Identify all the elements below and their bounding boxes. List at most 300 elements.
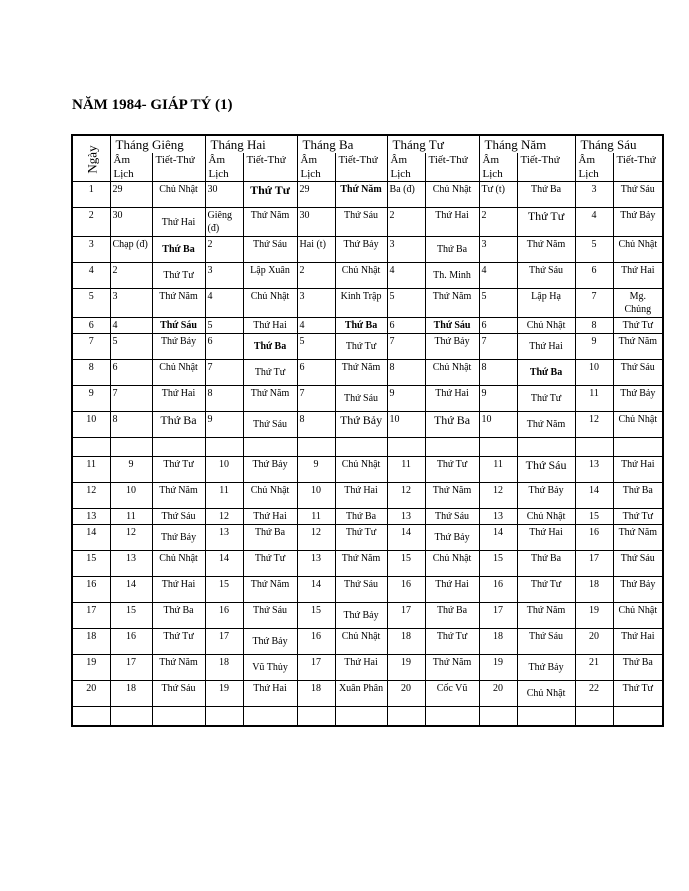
solar-term-cell: Thứ Sáu [517, 629, 575, 655]
solar-term-cell: Thứ Tư [152, 629, 205, 655]
month-header: Tháng Ba [297, 135, 387, 153]
solar-term-cell: Thứ Bảy [335, 412, 387, 438]
solar-term-cell: Thứ Sáu [613, 182, 663, 208]
table-row [72, 386, 663, 412]
solar-term-cell: Thứ Tư [425, 457, 479, 483]
solar-term-cell: Thứ Ba [243, 334, 297, 360]
lunar-date-cell: 3 [110, 289, 152, 318]
solar-term-cell: Thứ Ba [517, 551, 575, 577]
table-row [72, 509, 663, 525]
lunar-date-cell: 8 [387, 360, 425, 386]
solar-term-cell: Thứ Bảy [613, 208, 663, 237]
solar-term-cell: Thứ Tư [613, 318, 663, 334]
lunar-date-cell: 8 [205, 386, 243, 412]
table-row [72, 208, 663, 237]
table-row [72, 655, 663, 681]
lunar-date-header: Âm Lịch [575, 153, 613, 182]
lunar-date-cell: 3 [479, 237, 517, 263]
lunar-date-cell: 10 [479, 412, 517, 438]
solar-term-cell: Thứ Sáu [243, 237, 297, 263]
lunar-date-cell: 10 [110, 483, 152, 509]
day-number: 4 [72, 263, 110, 289]
solar-term-cell: Thứ Tư [613, 681, 663, 707]
lunar-date-cell: 20 [479, 681, 517, 707]
lunar-date-cell: 19 [479, 655, 517, 681]
empty-cell [297, 438, 335, 457]
lunar-date-cell: 9 [110, 457, 152, 483]
solar-term-cell: Thứ Bảy [243, 457, 297, 483]
lunar-date-cell: 17 [110, 655, 152, 681]
lunar-date-cell: 16 [575, 525, 613, 551]
solar-term-cell: Thứ Năm [613, 525, 663, 551]
solar-term-cell: Thứ Hai [243, 509, 297, 525]
solar-term-cell: Thứ Ba [613, 483, 663, 509]
solar-term-cell: Thứ Sáu [152, 318, 205, 334]
solar-term-cell: Thứ Năm [243, 577, 297, 603]
lunar-date-cell: 10 [297, 483, 335, 509]
solar-term-cell: Thứ Bảy [152, 525, 205, 551]
solar-term-cell: Thứ Tư [335, 525, 387, 551]
solar-term-cell: Thứ Hai [335, 655, 387, 681]
table-row [72, 237, 663, 263]
lunar-date-header: Âm Lịch [297, 153, 335, 182]
table-row [72, 681, 663, 707]
empty-cell [110, 438, 152, 457]
lunar-date-cell: 15 [205, 577, 243, 603]
day-number: 2 [72, 208, 110, 237]
solar-term-cell: Thứ Hai [613, 263, 663, 289]
day-number: 17 [72, 603, 110, 629]
solar-term-cell: Thứ Năm [425, 655, 479, 681]
solar-term-cell: Kinh Trập [335, 289, 387, 318]
lunar-date-header: Âm Lịch [110, 153, 152, 182]
empty-cell [152, 707, 205, 726]
lunar-date-cell: 5 [297, 334, 335, 360]
lunar-date-cell: 7 [575, 289, 613, 318]
empty-cell [243, 707, 297, 726]
solar-term-cell: Chủ Nhật [335, 263, 387, 289]
solar-term-cell: Thứ Năm [517, 237, 575, 263]
solar-term-cell: Thứ Sáu [152, 509, 205, 525]
empty-cell [613, 438, 663, 457]
lunar-date-cell: 15 [479, 551, 517, 577]
lunar-date-cell: 9 [575, 334, 613, 360]
solar-term-cell: Thứ Ba [152, 603, 205, 629]
lunar-date-cell: 2 [479, 208, 517, 237]
lunar-date-cell: 17 [297, 655, 335, 681]
day-number: 8 [72, 360, 110, 386]
table-row [72, 551, 663, 577]
solar-term-header: Tiết-Thứ [152, 153, 205, 182]
lunar-date-cell: 11 [205, 483, 243, 509]
day-number: 7 [72, 334, 110, 360]
day-number: 5 [72, 289, 110, 318]
lunar-date-cell: 10 [575, 360, 613, 386]
lunar-date-cell: 10 [205, 457, 243, 483]
table-row [72, 525, 663, 551]
lunar-date-cell: 2 [110, 263, 152, 289]
lunar-date-cell: 8 [575, 318, 613, 334]
lunar-date-cell: 16 [387, 577, 425, 603]
lunar-date-cell: 5 [575, 237, 613, 263]
lunar-date-cell: 4 [205, 289, 243, 318]
lunar-date-cell: 29 [110, 182, 152, 208]
lunar-date-cell: 16 [110, 629, 152, 655]
lunar-date-cell: 18 [205, 655, 243, 681]
lunar-date-cell: 7 [110, 386, 152, 412]
empty-cell [297, 707, 335, 726]
lunar-date-cell: 3 [575, 182, 613, 208]
empty-cell [152, 438, 205, 457]
solar-term-cell: Thứ Ba [425, 237, 479, 263]
solar-term-cell: Thứ Ba [335, 509, 387, 525]
solar-term-cell: Thứ Sáu [613, 551, 663, 577]
solar-term-cell: Thứ Năm [335, 551, 387, 577]
table-row [72, 318, 663, 334]
day-number: 6 [72, 318, 110, 334]
empty-cell [72, 438, 110, 457]
solar-term-cell: Vũ Thủy [243, 655, 297, 681]
lunar-date-cell: 9 [205, 412, 243, 438]
lunar-date-cell: 11 [297, 509, 335, 525]
lunar-date-cell: 4 [575, 208, 613, 237]
lunar-date-cell: 12 [575, 412, 613, 438]
solar-term-header: Tiết-Thứ [613, 153, 663, 182]
solar-term-header: Tiết-Thứ [335, 153, 387, 182]
empty-cell [205, 438, 243, 457]
lunar-date-cell: 20 [575, 629, 613, 655]
solar-term-cell: Thứ Ba [425, 412, 479, 438]
empty-cell [72, 707, 110, 726]
solar-term-header: Tiết-Thứ [243, 153, 297, 182]
month-header: Tháng Sáu [575, 135, 663, 153]
solar-term-cell: Thứ Bảy [152, 334, 205, 360]
day-number: 15 [72, 551, 110, 577]
lunar-date-header: Âm Lịch [387, 153, 425, 182]
solar-term-cell: Thứ Hai [243, 318, 297, 334]
lunar-date-cell: 17 [479, 603, 517, 629]
lunar-date-cell: 9 [479, 386, 517, 412]
solar-term-cell: Thứ Ba [425, 603, 479, 629]
solar-term-cell: Chủ Nhật [152, 360, 205, 386]
spacer-row [72, 707, 663, 726]
solar-term-cell: Thứ Ba [335, 318, 387, 334]
solar-term-cell: Thứ Năm [517, 412, 575, 438]
lunar-date-cell: 2 [297, 263, 335, 289]
solar-term-cell: Thứ Tư [152, 263, 205, 289]
empty-cell [517, 707, 575, 726]
empty-cell [243, 438, 297, 457]
solar-term-cell: Chủ Nhật [335, 457, 387, 483]
lunar-date-cell: 4 [297, 318, 335, 334]
solar-term-cell: Thứ Tư [425, 629, 479, 655]
lunar-date-cell: 15 [575, 509, 613, 525]
solar-term-cell: Thứ Năm [613, 334, 663, 360]
lunar-date-cell: 7 [387, 334, 425, 360]
solar-term-cell: Thứ Năm [425, 483, 479, 509]
solar-term-cell: Thứ Bảy [517, 655, 575, 681]
solar-term-cell: Chủ Nhật [335, 629, 387, 655]
lunar-date-cell: 4 [110, 318, 152, 334]
lunar-date-cell: 12 [479, 483, 517, 509]
lunar-date-cell: 30 [297, 208, 335, 237]
lunar-date-cell: 17 [205, 629, 243, 655]
lunar-date-cell: 5 [110, 334, 152, 360]
lunar-date-cell: 5 [479, 289, 517, 318]
solar-term-cell: Thứ Tư [152, 457, 205, 483]
empty-cell [517, 438, 575, 457]
solar-term-cell: Thứ Tư [243, 551, 297, 577]
solar-term-cell: Chủ Nhật [425, 360, 479, 386]
lunar-date-cell: 12 [297, 525, 335, 551]
table-row [72, 182, 663, 208]
solar-term-cell: Chủ Nhật [425, 182, 479, 208]
table-row [72, 412, 663, 438]
solar-term-cell: Lập Xuân [243, 263, 297, 289]
day-number: 13 [72, 509, 110, 525]
lunar-date-cell: 12 [205, 509, 243, 525]
lunar-date-header: Âm Lịch [205, 153, 243, 182]
day-number: 18 [72, 629, 110, 655]
solar-term-cell: Chủ Nhật [613, 412, 663, 438]
lunar-date-cell: 14 [575, 483, 613, 509]
lunar-date-header: Âm Lịch [479, 153, 517, 182]
lunar-date-cell: 15 [387, 551, 425, 577]
solar-term-cell: Thứ Bảy [425, 334, 479, 360]
empty-cell [575, 438, 613, 457]
lunar-date-cell: 8 [297, 412, 335, 438]
solar-term-cell: Chủ Nhật [243, 483, 297, 509]
lunar-date-cell: 12 [110, 525, 152, 551]
table-row [72, 629, 663, 655]
lunar-date-cell: 22 [575, 681, 613, 707]
solar-term-cell: Thứ Sáu [243, 603, 297, 629]
solar-term-cell: Thứ Hai [425, 208, 479, 237]
lunar-date-cell: 13 [387, 509, 425, 525]
lunar-date-cell: 2 [387, 208, 425, 237]
solar-term-cell: Thứ Năm [243, 386, 297, 412]
empty-cell [425, 438, 479, 457]
lunar-date-cell: 18 [479, 629, 517, 655]
solar-term-cell: Thứ Bảy [517, 483, 575, 509]
lunar-date-cell: 6 [479, 318, 517, 334]
solar-term-cell: Mg. Chủng [613, 289, 663, 318]
solar-term-cell: Thứ Ba [517, 182, 575, 208]
day-number: 12 [72, 483, 110, 509]
solar-term-cell: Thứ Năm [517, 603, 575, 629]
day-number: 19 [72, 655, 110, 681]
empty-cell [387, 438, 425, 457]
solar-term-cell: Thứ Năm [335, 182, 387, 208]
lunar-date-cell: 17 [575, 551, 613, 577]
solar-term-cell: Thứ Bảy [243, 629, 297, 655]
lunar-date-cell: 14 [297, 577, 335, 603]
empty-cell [425, 707, 479, 726]
solar-term-cell: Thứ Bảy [335, 603, 387, 629]
lunar-date-cell: 15 [110, 603, 152, 629]
solar-term-cell: Lập Hạ [517, 289, 575, 318]
solar-term-cell: Xuân Phân [335, 681, 387, 707]
table-row [72, 603, 663, 629]
lunar-date-cell: 11 [479, 457, 517, 483]
month-header: Tháng Tư [387, 135, 479, 153]
solar-term-cell: Thứ Năm [152, 655, 205, 681]
solar-term-cell: Thứ Sáu [425, 509, 479, 525]
empty-cell [479, 438, 517, 457]
table-row [72, 289, 663, 318]
table-row [72, 360, 663, 386]
solar-term-cell: Thứ Ba [243, 525, 297, 551]
day-number: 10 [72, 412, 110, 438]
solar-term-cell: Thứ Tư [517, 386, 575, 412]
day-column-header: Ngày [72, 135, 110, 182]
solar-term-cell: Thứ Hai [425, 577, 479, 603]
lunar-date-cell: 7 [297, 386, 335, 412]
solar-term-cell: Thứ Hai [152, 386, 205, 412]
lunar-date-cell: 18 [575, 577, 613, 603]
empty-cell [387, 707, 425, 726]
lunar-date-cell: 29 [297, 182, 335, 208]
solar-term-cell: Thứ Tư [517, 208, 575, 237]
lunar-date-cell: Hai (t) [297, 237, 335, 263]
solar-term-cell: Chủ Nhật [517, 509, 575, 525]
month-header: Tháng Hai [205, 135, 297, 153]
solar-term-cell: Chủ Nhật [517, 681, 575, 707]
solar-term-cell: Thứ Năm [152, 289, 205, 318]
solar-term-cell: Thứ Hai [517, 334, 575, 360]
lunar-date-cell: 5 [205, 318, 243, 334]
lunar-date-cell: 6 [387, 318, 425, 334]
day-number: 1 [72, 182, 110, 208]
lunar-date-cell: 4 [387, 263, 425, 289]
solar-term-cell: Thứ Năm [425, 289, 479, 318]
day-number: 16 [72, 577, 110, 603]
lunar-date-cell: Tư (t) [479, 182, 517, 208]
solar-term-cell: Thứ Tư [335, 334, 387, 360]
lunar-date-cell: 14 [479, 525, 517, 551]
lunar-date-cell: 6 [297, 360, 335, 386]
solar-term-cell: Thứ Sáu [243, 412, 297, 438]
calendar-table [71, 134, 664, 727]
solar-term-cell: Thứ Ba [613, 655, 663, 681]
solar-term-cell: Thứ Hai [243, 681, 297, 707]
lunar-date-cell: 12 [387, 483, 425, 509]
solar-term-cell: Thứ Bảy [425, 525, 479, 551]
solar-term-cell: Thứ Tư [613, 509, 663, 525]
lunar-date-cell: 18 [110, 681, 152, 707]
lunar-date-cell: 14 [205, 551, 243, 577]
lunar-date-cell: 20 [387, 681, 425, 707]
solar-term-cell: Thứ Tư [243, 360, 297, 386]
solar-term-cell: Cốc Vũ [425, 681, 479, 707]
lunar-date-cell: 13 [110, 551, 152, 577]
solar-term-cell: Thứ Sáu [335, 386, 387, 412]
empty-cell [613, 707, 663, 726]
table-row [72, 457, 663, 483]
solar-term-cell: Thứ Ba [152, 237, 205, 263]
lunar-date-cell: 2 [205, 237, 243, 263]
lunar-date-cell: 8 [479, 360, 517, 386]
lunar-date-cell: 19 [575, 603, 613, 629]
lunar-date-cell: 13 [297, 551, 335, 577]
lunar-date-cell: 17 [387, 603, 425, 629]
solar-term-cell: Thứ Hai [517, 525, 575, 551]
lunar-date-cell: Ba (đ) [387, 182, 425, 208]
solar-term-cell: Thứ Tư [243, 182, 297, 208]
lunar-date-cell: 3 [205, 263, 243, 289]
solar-term-cell: Thứ Sáu [613, 360, 663, 386]
solar-term-cell: Thứ Tư [517, 577, 575, 603]
solar-term-cell: Thứ Hai [152, 577, 205, 603]
lunar-date-cell: 13 [575, 457, 613, 483]
lunar-date-cell: 13 [205, 525, 243, 551]
lunar-date-cell: 30 [205, 182, 243, 208]
table-row [72, 483, 663, 509]
solar-term-cell: Th. Minh [425, 263, 479, 289]
lunar-date-cell: 3 [297, 289, 335, 318]
solar-term-cell: Thứ Bảy [335, 237, 387, 263]
lunar-date-cell: 11 [575, 386, 613, 412]
empty-cell [479, 707, 517, 726]
solar-term-cell: Thứ Sáu [517, 457, 575, 483]
solar-term-header: Tiết-Thứ [517, 153, 575, 182]
solar-term-cell: Thứ Ba [152, 412, 205, 438]
lunar-date-cell: 8 [110, 412, 152, 438]
lunar-date-cell: 18 [387, 629, 425, 655]
solar-term-header: Tiết-Thứ [425, 153, 479, 182]
lunar-date-cell: 30 [110, 208, 152, 237]
empty-cell [575, 707, 613, 726]
lunar-date-cell: 7 [479, 334, 517, 360]
lunar-date-cell: 19 [387, 655, 425, 681]
spacer-row [72, 438, 663, 457]
day-number: 14 [72, 525, 110, 551]
solar-term-cell: Thứ Năm [243, 208, 297, 237]
solar-term-cell: Chủ Nhật [517, 318, 575, 334]
lunar-date-cell: 13 [479, 509, 517, 525]
solar-term-cell: Chủ Nhật [425, 551, 479, 577]
empty-cell [205, 707, 243, 726]
lunar-date-cell: 15 [297, 603, 335, 629]
lunar-date-cell: 9 [297, 457, 335, 483]
lunar-date-cell: 14 [387, 525, 425, 551]
solar-term-cell: Thứ Bảy [613, 577, 663, 603]
empty-cell [335, 438, 387, 457]
day-number: 11 [72, 457, 110, 483]
lunar-date-cell: 11 [110, 509, 152, 525]
lunar-date-cell: 11 [387, 457, 425, 483]
lunar-date-cell: 6 [205, 334, 243, 360]
day-number: 20 [72, 681, 110, 707]
lunar-date-cell: 14 [110, 577, 152, 603]
lunar-date-cell: 19 [205, 681, 243, 707]
day-number: 3 [72, 237, 110, 263]
lunar-date-cell: 16 [479, 577, 517, 603]
solar-term-cell: Thứ Năm [335, 360, 387, 386]
lunar-date-cell: 21 [575, 655, 613, 681]
month-header: Tháng Giêng [110, 135, 205, 153]
month-header: Tháng Năm [479, 135, 575, 153]
solar-term-cell: Thứ Bảy [613, 386, 663, 412]
lunar-date-cell: 6 [110, 360, 152, 386]
solar-term-cell: Thứ Hai [613, 629, 663, 655]
solar-term-cell: Chủ Nhật [152, 182, 205, 208]
lunar-date-cell: Chạp (đ) [110, 237, 152, 263]
solar-term-cell: Thứ Sáu [335, 577, 387, 603]
empty-cell [335, 707, 387, 726]
table-row [72, 577, 663, 603]
table-row [72, 334, 663, 360]
